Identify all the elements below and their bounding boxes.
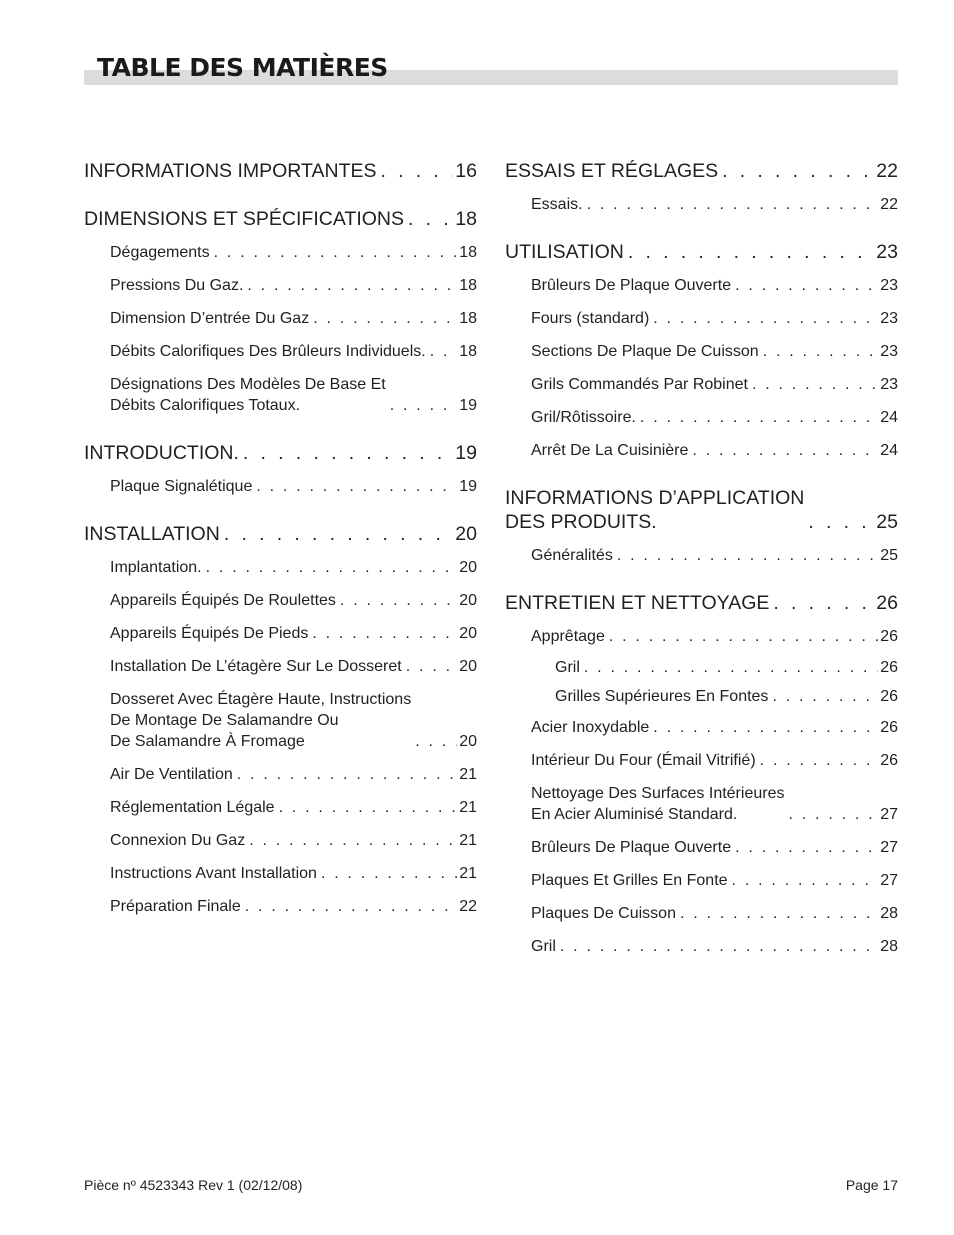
toc-section-heading-page-number: 23 <box>876 241 898 263</box>
toc-entry-label: Préparation Finale <box>110 898 241 915</box>
toc-entry-label: Nettoyage Des Surfaces Intérieures En Acier Aluminisé Standard. <box>531 785 785 823</box>
toc-entry[interactable] <box>555 682 898 711</box>
toc-entry[interactable] <box>531 401 898 434</box>
toc-entry-label: Implantation. <box>110 559 202 576</box>
toc-section-heading-label: INFORMATIONS IMPORTANTES <box>84 160 377 182</box>
toc-entry-label: Pressions Du Gaz. <box>110 277 244 294</box>
toc-entry[interactable] <box>110 650 477 683</box>
dot-leader <box>788 804 878 825</box>
dot-leader <box>763 341 879 362</box>
toc-entry-label: Apprêtage <box>531 628 605 645</box>
toc-entry-page-number: 24 <box>880 442 898 459</box>
toc-entry-page-number: 19 <box>459 478 477 495</box>
toc-entry-page-number: 25 <box>880 547 898 564</box>
page-title: TABLE DES MATIÈRES <box>97 53 388 82</box>
dot-leader <box>587 194 879 215</box>
toc-section-heading-label: INTRODUCTION. <box>84 442 239 464</box>
dot-leader <box>256 476 457 497</box>
toc-section-heading-page-number: 22 <box>876 160 898 182</box>
toc-entry[interactable] <box>531 897 898 930</box>
toc-entry-page-number: 20 <box>459 625 477 642</box>
toc-section-heading-page-number: 26 <box>876 592 898 614</box>
dot-leader <box>772 686 878 707</box>
toc-entry-page-number: 22 <box>459 898 477 915</box>
dot-leader <box>406 656 457 677</box>
dot-leader <box>808 510 874 534</box>
toc-entry-page-number: 22 <box>880 196 898 213</box>
toc-entry-label: Appareils Équipés De Roulettes <box>110 592 336 609</box>
toc-entry[interactable] <box>531 930 898 963</box>
toc-entry[interactable] <box>110 335 477 368</box>
toc-entry[interactable] <box>531 831 898 864</box>
footer-part-number: Pièce nº 4523343 Rev 1 (02/12/08) <box>84 1177 303 1193</box>
dot-leader <box>381 159 454 183</box>
toc-entry-label: Grils Commandés Par Robinet <box>531 376 748 393</box>
toc-entry[interactable] <box>531 269 898 302</box>
toc-entry[interactable] <box>110 470 477 503</box>
toc-section-heading-label: INFORMATIONS D’APPLICATION DES PRODUITS. <box>505 487 805 533</box>
toc-entry[interactable] <box>110 269 477 302</box>
dot-leader <box>732 870 879 891</box>
toc-entry[interactable] <box>110 302 477 335</box>
toc-section-heading[interactable] <box>505 150 898 188</box>
toc-entry-label: Dimension D’entrée Du Gaz <box>110 310 310 327</box>
toc-section-heading-page-number: 20 <box>455 523 477 545</box>
dot-leader <box>680 903 878 924</box>
dot-leader <box>243 441 453 465</box>
toc-entry-label: Sections De Plaque De Cuisson <box>531 343 759 360</box>
toc-section-heading[interactable] <box>505 231 898 269</box>
toc-entry[interactable] <box>110 551 477 584</box>
toc-section <box>84 150 477 188</box>
toc-section-heading[interactable] <box>505 582 898 620</box>
toc-entry-label: Acier Inoxydable <box>531 719 650 736</box>
dot-leader <box>408 207 453 231</box>
dot-leader <box>390 395 458 416</box>
dot-leader <box>640 407 878 428</box>
toc-entry-page-number: 21 <box>459 865 477 882</box>
toc-entry-label: Connexion Du Gaz <box>110 832 246 849</box>
toc-section-heading-label: ESSAIS ET RÉGLAGES <box>505 160 719 182</box>
toc-section <box>84 513 477 923</box>
toc-section <box>84 432 477 503</box>
toc-entry-label: Plaques Et Grilles En Fonte <box>531 872 728 889</box>
toc-entry-page-number: 18 <box>459 277 477 294</box>
toc-section <box>505 582 898 963</box>
dot-leader <box>279 797 458 818</box>
toc-section-heading-label: ENTRETIEN ET NETTOYAGE <box>505 592 770 614</box>
dot-leader <box>249 830 457 851</box>
toc-section-heading[interactable] <box>84 150 477 188</box>
toc-entry-label: Grilles Supérieures En Fontes <box>555 688 769 705</box>
dot-leader <box>430 341 458 362</box>
toc-section-heading-label: UTILISATION <box>505 241 624 263</box>
toc-entry-page-number: 24 <box>880 409 898 426</box>
toc-entry-page-number: 27 <box>880 839 898 856</box>
dot-leader <box>340 590 457 611</box>
toc-entry[interactable] <box>110 890 477 923</box>
toc-entry-label: Brûleurs De Plaque Ouverte <box>531 839 732 856</box>
dot-leader <box>609 626 878 647</box>
toc-section-heading[interactable] <box>84 513 477 551</box>
dot-leader <box>773 591 874 615</box>
dot-leader <box>692 440 878 461</box>
toc-entry-page-number: 19 <box>459 397 477 414</box>
toc-section-heading[interactable] <box>84 432 477 470</box>
toc-entry-label: Brûleurs De Plaque Ouverte <box>531 277 732 294</box>
dot-leader <box>735 837 878 858</box>
dot-leader <box>628 240 874 264</box>
toc-entry-label: Installation De L’étagère Sur Le Dosseret <box>110 658 402 675</box>
toc-section-heading[interactable] <box>84 198 477 236</box>
toc-entry-page-number: 28 <box>880 905 898 922</box>
dot-leader <box>760 750 879 771</box>
dot-leader <box>237 764 457 785</box>
toc-entry-page-number: 18 <box>459 244 477 261</box>
toc-entry-page-number: 23 <box>880 310 898 327</box>
toc-entry-label: Dosseret Avec Étagère Haute, Instructions De Montage De Salamandre Ou De Salamandre À Fromage <box>110 691 412 750</box>
toc-entry-page-number: 26 <box>880 719 898 736</box>
toc-entry-label: Instructions Avant Installation <box>110 865 317 882</box>
dot-leader <box>247 275 457 296</box>
dot-leader <box>560 936 878 957</box>
dot-leader <box>617 545 878 566</box>
dot-leader <box>224 522 453 546</box>
dot-leader <box>735 275 878 296</box>
toc-entry-page-number: 18 <box>459 310 477 327</box>
dot-leader <box>312 623 457 644</box>
toc-section-heading-page-number: 16 <box>455 160 477 182</box>
dot-leader <box>722 159 874 183</box>
toc-column-left <box>84 150 477 933</box>
toc-entry[interactable] <box>531 302 898 335</box>
toc-entry-page-number: 21 <box>459 832 477 849</box>
toc-entry-label: Essais. <box>531 196 583 213</box>
toc-entry[interactable] <box>110 857 477 890</box>
toc-entry-page-number: 23 <box>880 277 898 294</box>
dot-leader <box>415 731 457 752</box>
toc-entry[interactable] <box>555 653 898 682</box>
dot-leader <box>584 657 878 678</box>
footer-page-number: Page 17 <box>845 1177 898 1193</box>
dot-leader <box>653 717 878 738</box>
toc-entry-label: Désignations Des Modèles De Base Et Débits Calorifiques Totaux. <box>110 376 386 414</box>
toc-entry[interactable] <box>531 620 898 653</box>
dot-leader <box>245 896 457 917</box>
toc-entry[interactable] <box>110 683 477 758</box>
dot-leader <box>206 557 458 578</box>
toc-entry[interactable] <box>531 777 898 831</box>
toc-entry[interactable] <box>531 368 898 401</box>
toc-entry-page-number: 23 <box>880 343 898 360</box>
dot-leader <box>752 374 878 395</box>
toc-entry-label: Air De Ventilation <box>110 766 233 783</box>
dot-leader <box>313 308 457 329</box>
toc-entry-page-number: 20 <box>459 733 477 750</box>
toc-entry[interactable] <box>531 434 898 467</box>
toc-entry[interactable] <box>531 335 898 368</box>
toc-entry[interactable] <box>110 236 477 269</box>
toc-entry[interactable] <box>531 539 898 572</box>
toc-entry-page-number: 28 <box>880 938 898 955</box>
toc-entry-label: Gril <box>555 659 580 676</box>
toc-section-heading-label: DIMENSIONS ET SPÉCIFICATIONS <box>84 208 404 230</box>
toc-entry-label: Fours (standard) <box>531 310 650 327</box>
toc-entry-label: Intérieur Du Four (Émail Vitrifié) <box>531 752 756 769</box>
toc-entry-label: Gril/Rôtissoire. <box>531 409 636 426</box>
toc-entry[interactable] <box>110 368 477 422</box>
toc-entry[interactable] <box>531 744 898 777</box>
toc-entry-page-number: 26 <box>880 659 898 676</box>
toc-entry-page-number: 21 <box>459 799 477 816</box>
toc-entry-label: Appareils Équipés De Pieds <box>110 625 309 642</box>
toc-entry-page-number: 26 <box>880 752 898 769</box>
dot-leader <box>321 863 457 884</box>
toc-section <box>505 150 898 221</box>
toc-column-right <box>505 150 898 973</box>
toc-entry[interactable] <box>531 188 898 221</box>
toc-entry-label: Plaque Signalétique <box>110 478 253 495</box>
dot-leader <box>653 308 878 329</box>
toc-entry[interactable] <box>110 617 477 650</box>
toc-entry[interactable] <box>110 584 477 617</box>
toc-section-heading[interactable] <box>505 477 898 539</box>
toc-entry-page-number: 26 <box>880 628 898 645</box>
toc-section-heading-page-number: 25 <box>876 511 898 533</box>
toc-section <box>505 231 898 467</box>
toc-entry-page-number: 18 <box>459 343 477 360</box>
toc-entry-page-number: 26 <box>880 688 898 705</box>
toc-entry[interactable] <box>110 791 477 824</box>
toc-entry-label: Généralités <box>531 547 613 564</box>
toc-section-heading-page-number: 18 <box>455 208 477 230</box>
toc-entry[interactable] <box>531 711 898 744</box>
toc-entry[interactable] <box>110 824 477 857</box>
dot-leader <box>214 242 458 263</box>
toc-entry[interactable] <box>531 864 898 897</box>
toc-section <box>505 477 898 572</box>
toc-section <box>84 198 477 422</box>
toc-entry-label: Réglementation Légale <box>110 799 275 816</box>
toc-section-heading-label: INSTALLATION <box>84 523 220 545</box>
toc-entry-page-number: 27 <box>880 872 898 889</box>
toc-entry-label: Gril <box>531 938 556 955</box>
toc-section-heading-page-number: 19 <box>455 442 477 464</box>
toc-entry-label: Dégagements <box>110 244 210 261</box>
toc-entry-page-number: 27 <box>880 806 898 823</box>
toc-entry-page-number: 20 <box>459 592 477 609</box>
toc-entry-label: Plaques De Cuisson <box>531 905 676 922</box>
toc-entry-page-number: 20 <box>459 658 477 675</box>
toc-entry[interactable] <box>110 758 477 791</box>
toc-entry-page-number: 21 <box>459 766 477 783</box>
toc-entry-label: Débits Calorifiques Des Brûleurs Individuels. <box>110 343 426 360</box>
toc-entry-label: Arrêt De La Cuisinière <box>531 442 689 459</box>
toc-entry-page-number: 23 <box>880 376 898 393</box>
toc-entry-page-number: 20 <box>459 559 477 576</box>
